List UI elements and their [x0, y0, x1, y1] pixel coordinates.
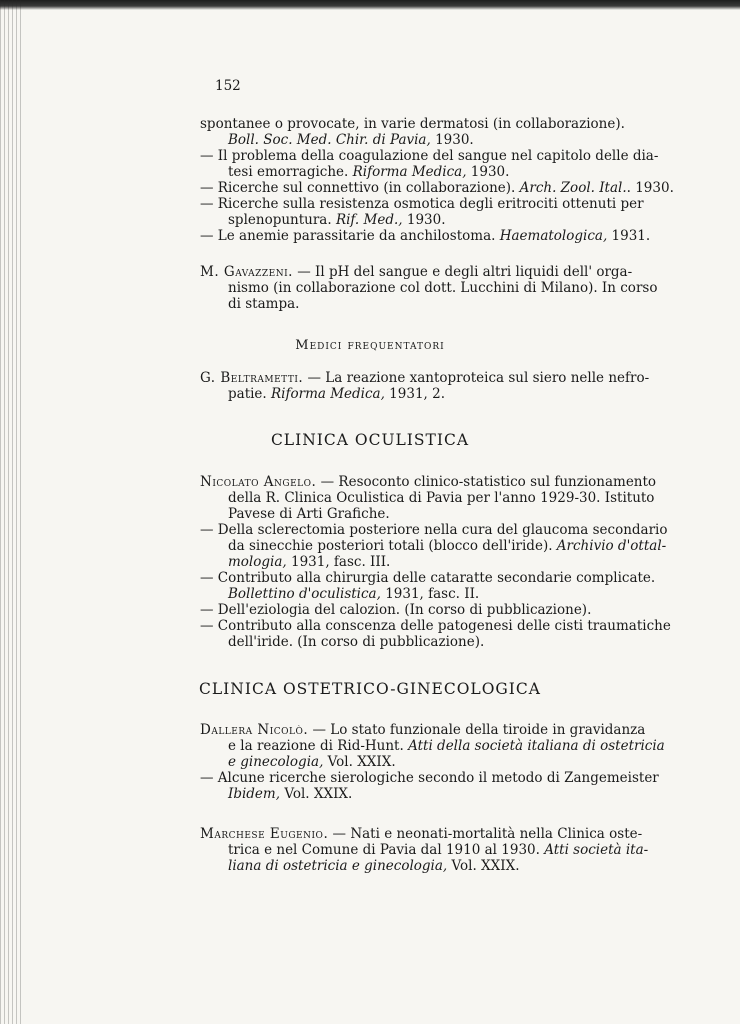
- text-line: della R. Clinica Oculistica di Pavia per l'anno 1929-30. Istituto: [228, 490, 655, 506]
- text-line: — Le anemie parassitarie da anchilostoma. Haematologica, 1931.: [200, 228, 651, 244]
- text-line: spontanee o provocate, in varie dermatosi (in collaborazione).: [200, 116, 625, 132]
- text-line: — Dell'eziologia del calozion. (In corso di pubblicazione).: [200, 602, 592, 618]
- text-line: nismo (in collaborazione col dott. Lucchini di Milano). In corso: [228, 280, 658, 296]
- text-line: e la reazione di Rid-Hunt. Atti della società italiana di ostetricia: [228, 738, 665, 754]
- text-line: — Contributo alla chirurgia delle cataratte secondarie complicate.: [200, 570, 656, 586]
- text-line: trica e nel Comune di Pavia dal 1910 al 1930. Atti società ita-: [228, 842, 649, 858]
- text-line: tesi emorragiche. Riforma Medica, 1930.: [228, 164, 510, 180]
- text-line: Ibidem, Vol. XXIX.: [228, 786, 353, 802]
- section-subheading: Medici frequentatori: [295, 338, 445, 353]
- text-line: dell'iride. (In corso di pubblicazione).: [228, 634, 485, 650]
- text-line: — Ricerche sul connettivo (in collaborazione). Arch. Zool. Ital.. 1930.: [200, 180, 674, 196]
- text-line: — Ricerche sulla resistenza osmotica degli eritrociti ottenuti per: [200, 196, 644, 212]
- text-line: Pavese di Arti Grafiche.: [228, 506, 390, 522]
- text-line: Boll. Soc. Med. Chir. di Pavia, 1930.: [228, 132, 474, 148]
- text-line: G. Beltrametti. — La reazione xantoproteica sul siero nelle nefro-: [200, 370, 650, 386]
- author-name: Marchese Eugenio.: [200, 826, 329, 842]
- text-line: Bollettino d'oculistica, 1931, fasc. II.: [228, 586, 480, 602]
- text-line: Marchese Eugenio. — Nati e neonati-mortalità nella Clinica oste-: [200, 826, 643, 842]
- text-line: — Alcune ricerche sierologiche secondo il metodo di Zangemeister: [200, 770, 659, 786]
- text-line: liana di ostetricia e ginecologia, Vol. XXIX.: [228, 858, 520, 874]
- text-line: Nicolato Angelo. — Resoconto clinico-statistico sul funzionamento: [200, 474, 657, 490]
- text-line: da sinecchie posteriori totali (blocco dell'iride). Archivio d'ottal-: [228, 538, 667, 554]
- section-heading-ostetrico: CLINICA OSTETRICO-GINECOLOGICA: [199, 680, 541, 698]
- scan-binding-edge: [0, 0, 22, 1024]
- author-name: M. Gavazzeni.: [200, 264, 293, 280]
- text-line: — Contributo alla conscenza delle patogenesi delle cisti traumatiche: [200, 618, 671, 634]
- text-line: splenopuntura. Rif. Med., 1930.: [228, 212, 446, 228]
- text-line: mologia, 1931, fasc. III.: [228, 554, 391, 570]
- section-heading-oculistica: CLINICA OCULISTICA: [270, 431, 470, 449]
- text-line: M. Gavazzeni. — Il pH del sangue e degli altri liquidi dell' orga-: [200, 264, 633, 280]
- text-line: di stampa.: [228, 296, 300, 312]
- text-line: Dallera Nicolò. — Lo stato funzionale della tiroide in gravidanza: [200, 722, 646, 738]
- text-line: e ginecologia, Vol. XXIX.: [228, 754, 396, 770]
- text-line: patie. Riforma Medica, 1931, 2.: [228, 386, 446, 402]
- page-number: 152: [215, 78, 241, 94]
- scan-top-edge: [0, 0, 740, 10]
- author-name: Nicolato Angelo.: [200, 474, 317, 490]
- text-line: — Della sclerectomia posteriore nella cura del glaucoma secondario: [200, 522, 668, 538]
- author-name: Dallera Nicolò.: [200, 722, 309, 738]
- text-line: — Il problema della coagulazione del sangue nel capitolo delle dia-: [200, 148, 659, 164]
- author-name: G. Beltrametti.: [200, 370, 304, 386]
